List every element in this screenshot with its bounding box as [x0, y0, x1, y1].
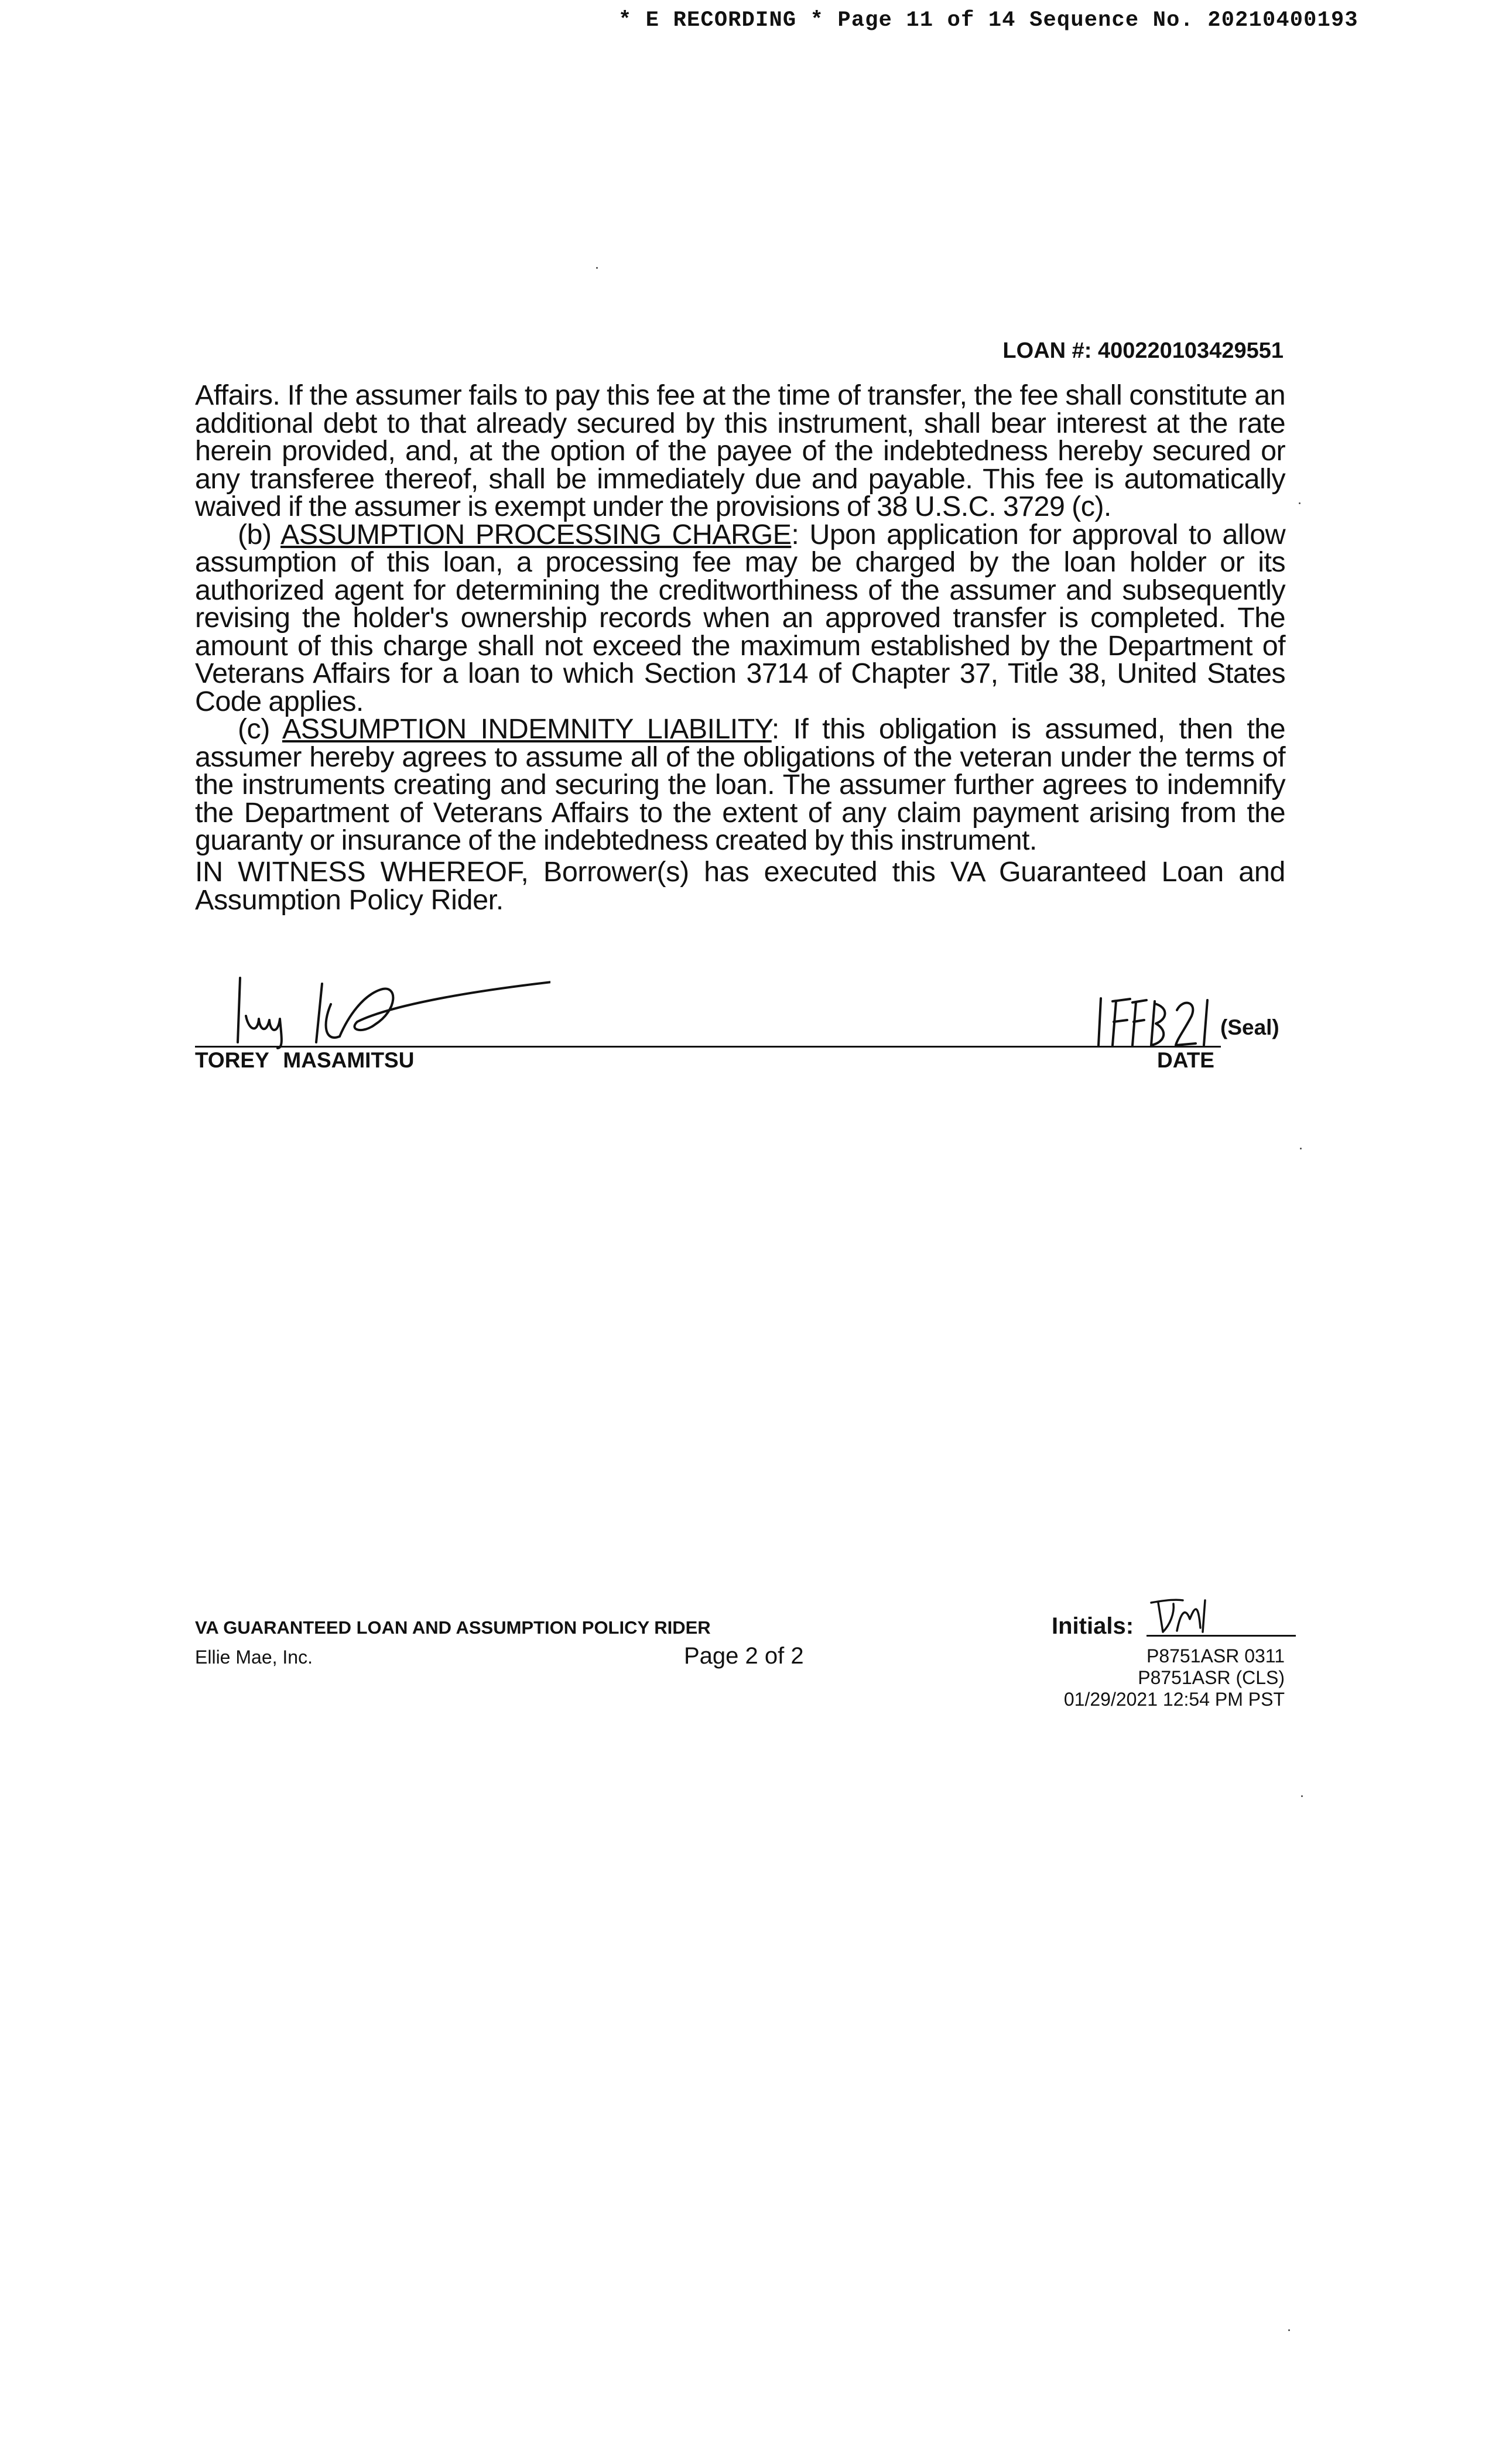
- scan-speck: [1300, 1148, 1302, 1149]
- form-codes: [1064, 1645, 1285, 1710]
- scan-speck: [1288, 2329, 1290, 2331]
- section-c-marker: (c): [238, 713, 270, 745]
- print-timestamp: 01/29/2021 12:54 PM PST: [1063, 1689, 1285, 1710]
- section-c-heading: ASSUMPTION INDEMNITY LIABILITY: [282, 713, 772, 745]
- section-b-marker: (b): [238, 518, 272, 550]
- date-label: DATE: [1157, 1048, 1214, 1072]
- recording-stamp: * E RECORDING * Page 11 of 14 Sequence No. 20210400193: [618, 8, 1358, 33]
- section-b-text: : Upon application for approval to allow assumption of this loan, a processing fee may be charged by the loan holder or its authorized agent for determining the creditworthiness of the assumer and subsequently revising the holder's ownership records when an approved transfer is completed. The amount of this charge shall not exceed the maximum established by the Department of Veterans Affairs for a loan to which Section 3714 of Chapter 37, Title 38, United States Code applies.: [195, 518, 1285, 717]
- vendor-name: Ellie Mae, Inc.: [195, 1647, 313, 1668]
- section-c: [195, 713, 1286, 856]
- borrower-name: TOREY MASAMITSU: [195, 1048, 415, 1072]
- rider-body: [195, 379, 1286, 856]
- form-code-2: P8751ASR (CLS): [1138, 1667, 1285, 1688]
- page-number: Page 2 of 2: [684, 1643, 804, 1669]
- form-code-1: P8751ASR 0311: [1146, 1645, 1285, 1666]
- handwritten-date: [1095, 990, 1218, 1051]
- scan-speck: [1301, 1795, 1303, 1797]
- witness-clause: IN WITNESS WHEREOF, Borrower(s) has executed this VA Guaranteed Loan and Assumption Policy Rider.: [195, 856, 1285, 916]
- initials-line: [1147, 1635, 1296, 1637]
- borrower-signature: [223, 960, 550, 1051]
- scan-speck: [1299, 502, 1300, 504]
- signature-line: [195, 1046, 1221, 1048]
- form-title: VA GUARANTEED LOAN AND ASSUMPTION POLICY RIDER: [195, 1617, 711, 1638]
- loan-number: LOAN #: 400220103429551: [1002, 338, 1284, 363]
- section-c-text: : If this obligation is assumed, then the assumer hereby agrees to assume all of the obligations of the veteran under the terms of the instruments creating and securing the loan. The assumer further agrees to indemnify the Department of Veterans Affairs to the extent of any claim payment arising from the guaranty or insurance of the indebtedness created by this instrument.: [195, 713, 1286, 856]
- section-b-heading: ASSUMPTION PROCESSING CHARGE: [280, 518, 792, 550]
- paragraph-continuation: Affairs. If the assumer fails to pay this fee at the time of transfer, the fee shall constitute an additional debt to that already secured by this instrument, shall bear interest at the rate herein provided, and, at the option of the payee of the indebtedness hereby secured or any transferee thereof, shall be immediately due and payable. This fee is automatically waived if the assumer is exempt under the provisions of 38 U.S.C. 3729 (c).: [195, 379, 1285, 522]
- borrower-initials: [1147, 1596, 1234, 1637]
- seal-label: (Seal): [1220, 1015, 1279, 1039]
- scan-speck: [596, 267, 598, 269]
- initials-label: Initials:: [1052, 1613, 1134, 1639]
- section-b: [195, 518, 1285, 717]
